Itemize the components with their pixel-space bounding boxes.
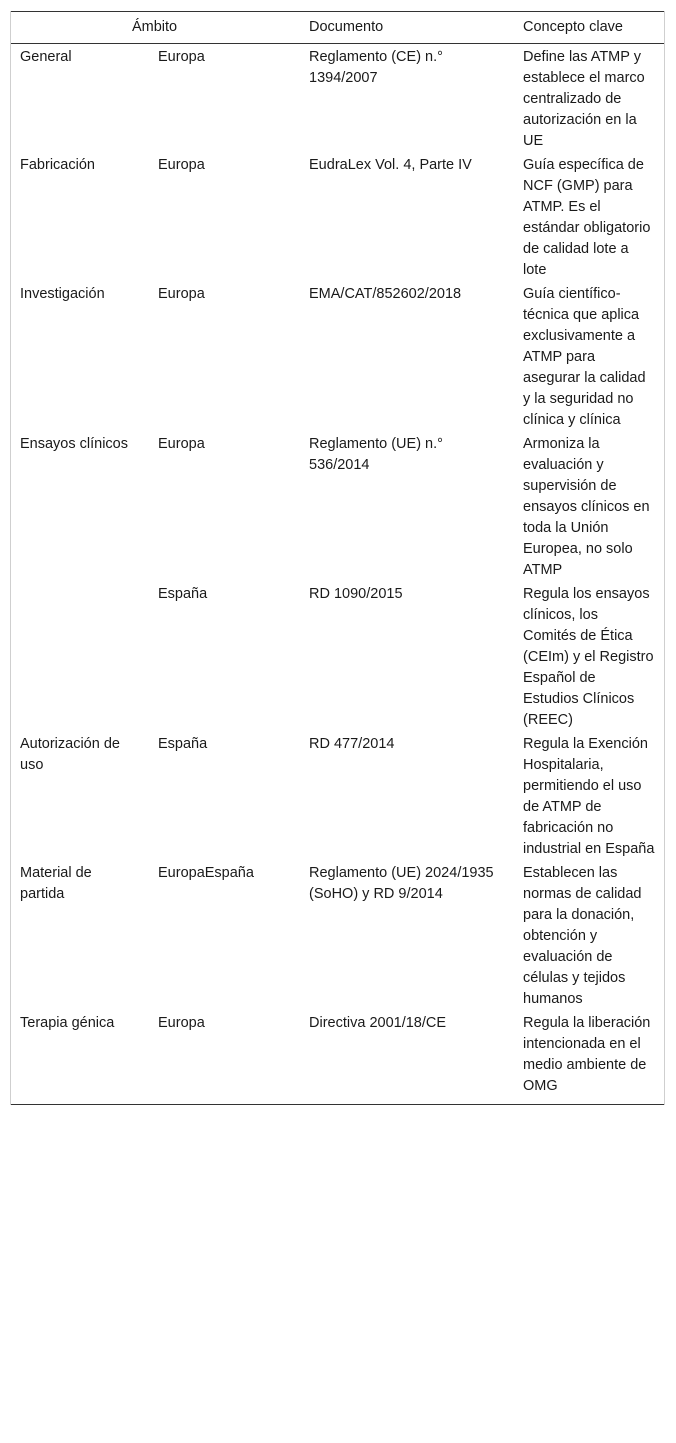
table-row <box>10 281 665 431</box>
concepto-cell: Regula la liberación intencionada en el medio ambiente de OMG <box>513 1010 665 1105</box>
concepto-cell: Guía específica de NCF (GMP) para ATMP. Es el estándar obligatorio de calidad lote a lote <box>523 157 651 278</box>
table-left-border <box>10 11 11 1105</box>
area-cell <box>10 581 148 731</box>
concepto-cell: Armoniza la evaluación y supervisión de ensayos clínicos en toda la Unión Europea, no solo ATMP <box>523 436 650 578</box>
table-body <box>10 44 665 1105</box>
concepto-cell: Establecen las normas de calidad para la donación, obtención y evaluación de células y tejidos humanos <box>523 865 642 1007</box>
table-row <box>10 152 665 281</box>
area-cell: Fabricación <box>20 157 95 173</box>
table-row <box>10 731 665 860</box>
table-row <box>10 44 665 153</box>
documento-cell: Reglamento (CE) n.° 1394/2007 <box>309 49 443 86</box>
region-cell: EuropaEspaña <box>158 865 254 881</box>
region-cell: Europa <box>158 49 205 65</box>
regulation-table <box>10 11 665 1105</box>
documento-cell: EudraLex Vol. 4, Parte IV <box>309 157 472 173</box>
table-row <box>10 431 665 581</box>
concepto-cell: Define las ATMP y establece el marco centralizado de autorización en la UE <box>523 49 645 149</box>
area-cell: Autorización de uso <box>20 736 120 773</box>
table-right-border <box>664 11 665 1105</box>
region-cell: España <box>158 586 208 602</box>
area-cell: Ensayos clínicos <box>20 436 128 452</box>
concepto-cell: Regula los ensayos clínicos, los Comités de Ética (CEIm) y el Registro Español de Estudios Clínicos (REEC) <box>523 586 654 728</box>
area-cell: Terapia génica <box>10 1010 148 1105</box>
area-cell: Material de partida <box>20 865 92 902</box>
concepto-cell: Regula la Exención Hospitalaria, permitiendo el uso de ATMP de fabricación no industrial en España <box>523 736 655 857</box>
header-concepto: Concepto clave <box>513 12 665 44</box>
table-header <box>10 12 665 44</box>
header-row <box>10 12 665 44</box>
regulation-table-container <box>10 11 665 1105</box>
header-ambito: Ámbito <box>10 12 299 44</box>
region-cell: Europa <box>148 1010 299 1105</box>
documento-cell: EMA/CAT/852602/2018 <box>309 286 462 302</box>
documento-cell: Reglamento (UE) 2024/1935 (SoHO) y RD 9/2014 <box>309 865 494 902</box>
concepto-cell: Guía científico-técnica que aplica exclusivamente a ATMP para asegurar la calidad y la seguridad no clínica y clínica <box>523 286 646 428</box>
region-cell: España <box>158 736 208 752</box>
documento-cell: RD 1090/2015 <box>309 586 403 602</box>
table-row <box>10 581 665 731</box>
region-cell: Europa <box>158 436 205 452</box>
region-cell: Europa <box>158 157 205 173</box>
region-cell: Europa <box>158 286 205 302</box>
table-row <box>10 1010 665 1105</box>
area-cell: Investigación <box>20 286 105 302</box>
area-cell: General <box>20 49 72 65</box>
header-documento: Documento <box>299 12 513 44</box>
documento-cell: Reglamento (UE) n.° 536/2014 <box>309 436 443 473</box>
table-row <box>10 860 665 1010</box>
documento-cell: RD 477/2014 <box>309 736 395 752</box>
documento-cell: Directiva 2001/18/CE <box>299 1010 513 1105</box>
